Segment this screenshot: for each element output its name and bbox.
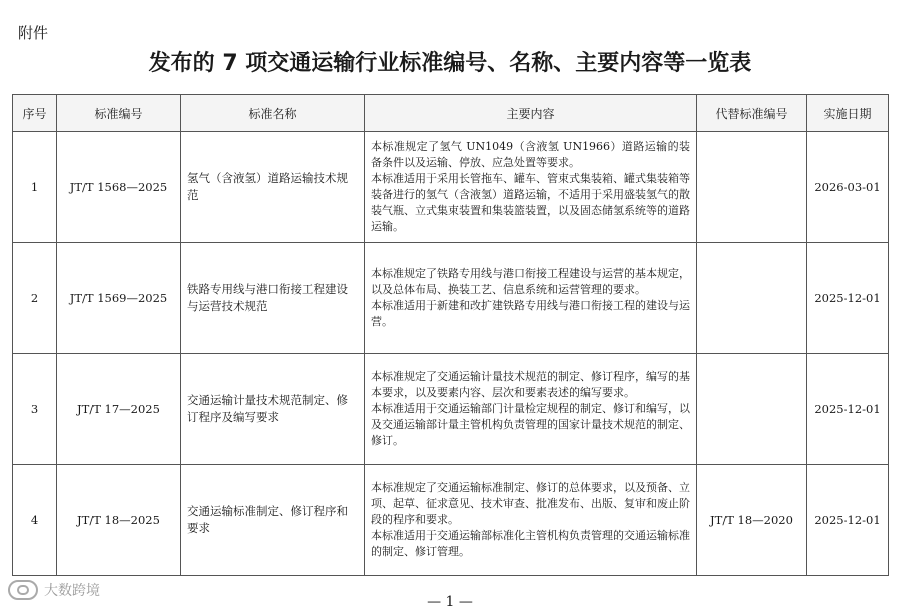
- content-paragraph: 本标准适用于交通运输部标准化主管机构负责管理的交通运输标准的制定、修订管理。: [371, 529, 690, 558]
- row-no: 1: [13, 132, 57, 243]
- row-name: 交通运输标准制定、修订程序和要求: [181, 465, 365, 576]
- col-header-replaces: 代替标准编号: [697, 95, 807, 132]
- standards-table: [12, 94, 889, 576]
- row-date: 2025-12-01: [807, 354, 889, 465]
- row-content: [365, 354, 697, 465]
- table-row: [13, 132, 889, 243]
- row-no: 3: [13, 354, 57, 465]
- row-content: [365, 465, 697, 576]
- col-header-content: 主要内容: [365, 95, 697, 132]
- row-name: 铁路专用线与港口衔接工程建设与运营技术规范: [181, 243, 365, 354]
- content-paragraph: 本标准适用于采用长管拖车、罐车、管束式集装箱、罐式集装箱等装备进行的氢气（含液氢）道路运输，不适用于采用盛装氢气的散装气瓶、立式集束装置和集装篮装置，以及固态储氢系统等的道路运输。: [371, 172, 690, 233]
- table-row: [13, 354, 889, 465]
- col-header-no: 序号: [13, 95, 57, 132]
- row-replaces: [697, 243, 807, 354]
- row-name: 氢气（含液氢）道路运输技术规范: [181, 132, 365, 243]
- row-no: 4: [13, 465, 57, 576]
- row-replaces: JT/T 18—2020: [697, 465, 807, 576]
- row-code: JT/T 1569—2025: [57, 243, 181, 354]
- content-paragraph: 本标准适用于交通运输部门计量检定规程的制定、修订和编写，以及交通运输部计量主管机构负责管理的国家计量技术规范的制定、修订。: [371, 402, 690, 447]
- row-no: 2: [13, 243, 57, 354]
- page-title: 发布的 7 项交通运输行业标准编号、名称、主要内容等一览表: [148, 51, 752, 76]
- row-replaces: [697, 354, 807, 465]
- table-row: [13, 465, 889, 576]
- table-header-row: [13, 95, 889, 132]
- row-name: 交通运输计量技术规范制定、修订程序及编写要求: [181, 354, 365, 465]
- content-paragraph: 本标准适用于新建和改扩建铁路专用线与港口衔接工程的建设与运营。: [371, 299, 690, 328]
- content-paragraph: 本标准规定了交通运输标准制定、修订的总体要求，以及预备、立项、起草、征求意见、技术审查、批准发布、出版、复审和废止阶段的程序和要求。: [371, 481, 690, 526]
- row-code: JT/T 17—2025: [57, 354, 181, 465]
- content-paragraph: 本标准规定了交通运输计量技术规范的制定、修订程序，编写的基本要求，以及要素内容、层次和要素表述的编写要求。: [371, 370, 690, 399]
- attachment-label: 附件: [18, 24, 49, 42]
- row-code: JT/T 1568—2025: [57, 132, 181, 243]
- row-code: JT/T 18—2025: [57, 465, 181, 576]
- watermark-text: 大数跨境: [44, 583, 100, 599]
- row-date: 2026-03-01: [807, 132, 889, 243]
- page-number: — 1 —: [427, 594, 473, 610]
- col-header-date: 实施日期: [807, 95, 889, 132]
- content-paragraph: 本标准规定了铁路专用线与港口衔接工程建设与运营的基本规定，以及总体布局、换装工艺、信息系统和运营管理的要求。: [371, 267, 690, 296]
- content-paragraph: 本标准规定了氢气 UN1049（含液氢 UN1966）道路运输的装备条件以及运输、停放、应急处置等要求。: [371, 140, 690, 169]
- row-content: [365, 243, 697, 354]
- col-header-code: 标准编号: [57, 95, 181, 132]
- row-date: 2025-12-01: [807, 243, 889, 354]
- table-row: [13, 243, 889, 354]
- row-date: 2025-12-01: [807, 465, 889, 576]
- row-content: [365, 132, 697, 243]
- col-header-name: 标准名称: [181, 95, 365, 132]
- row-replaces: [697, 132, 807, 243]
